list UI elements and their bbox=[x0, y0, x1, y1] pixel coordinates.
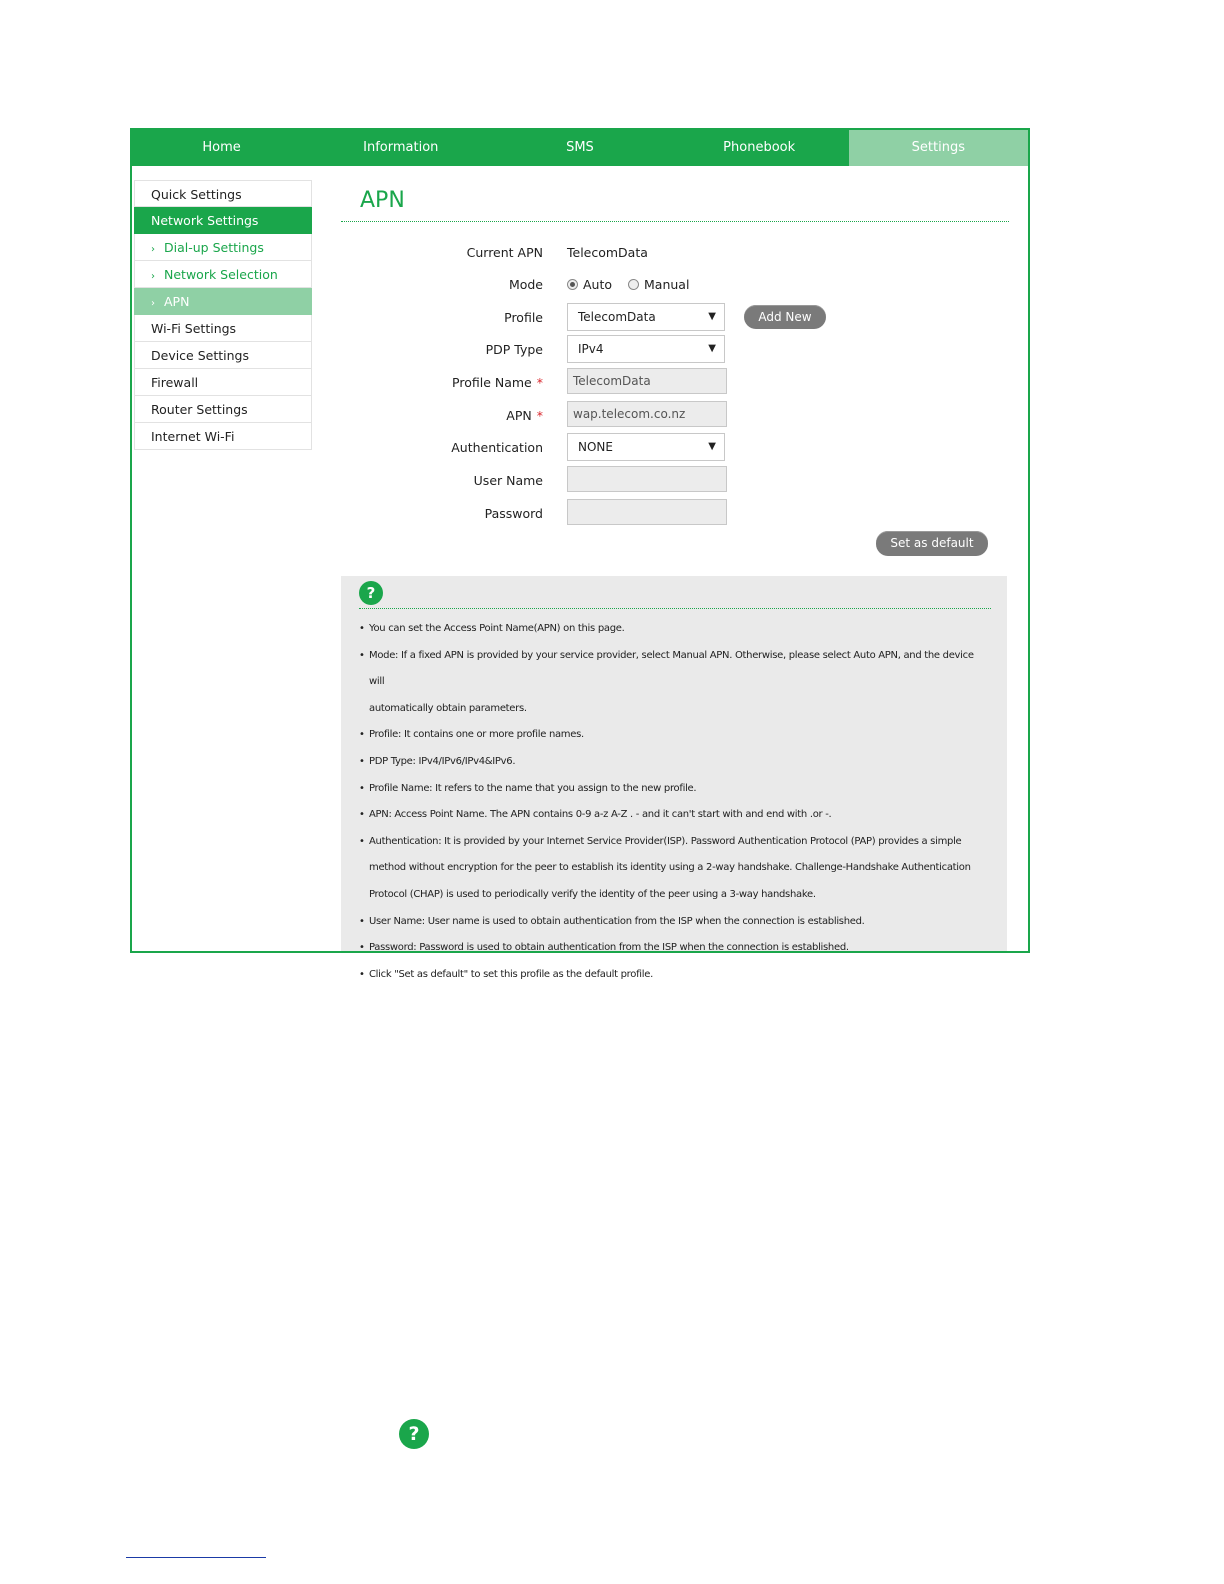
mode-manual-option[interactable] bbox=[628, 277, 689, 292]
profile-name-field[interactable]: TelecomData bbox=[567, 368, 727, 394]
sidebar-item-apn[interactable] bbox=[134, 288, 312, 315]
sidebar-item-network-selection[interactable] bbox=[134, 261, 312, 288]
chevron-right-icon: › bbox=[151, 298, 155, 309]
help-item: • Click "Set as default" to set this profile as the default profile. bbox=[359, 962, 991, 989]
profile-label: Profile bbox=[504, 310, 543, 325]
router-ui-frame bbox=[130, 128, 1030, 980]
profile-select-value: TelecomData bbox=[578, 310, 656, 324]
help-item-continued: Protocol (CHAP) is used to periodically verify the identity of the peer using a 3-way handshake. bbox=[369, 888, 816, 900]
main-content bbox=[341, 180, 1009, 550]
sidebar-item-dialup-settings[interactable] bbox=[134, 234, 312, 261]
sidebar-item-quick-settings[interactable]: Quick Settings bbox=[134, 180, 312, 207]
mode-label: Mode bbox=[508, 277, 543, 292]
pdp-type-row bbox=[341, 335, 1009, 365]
password-row bbox=[341, 499, 1009, 529]
apn-row bbox=[341, 401, 1009, 431]
password-label: Password bbox=[484, 506, 543, 521]
authentication-row bbox=[341, 433, 1009, 463]
help-item: • You can set the Access Point Name(APN) on this page. bbox=[359, 616, 991, 643]
required-mark: * bbox=[536, 408, 543, 423]
help-icon: ? bbox=[399, 1419, 429, 1449]
help-item-continued: method without encryption for the peer to establish its identity using a 2-way handshake. Challenge-Handshake Authentication bbox=[369, 862, 971, 874]
current-apn-value: TelecomData bbox=[567, 245, 648, 260]
username-field[interactable] bbox=[567, 466, 727, 492]
pdp-type-label: PDP Type bbox=[485, 342, 543, 357]
mode-manual-label: Manual bbox=[644, 277, 690, 292]
username-label: User Name bbox=[473, 473, 543, 488]
top-nav bbox=[132, 130, 1028, 166]
profile-name-label bbox=[452, 368, 543, 398]
help-item: • Profile Name: It refers to the name that you assign to the new profile. bbox=[359, 776, 991, 803]
radio-manual[interactable] bbox=[628, 279, 639, 290]
help-panel bbox=[341, 576, 1007, 980]
sidebar-item-label: Network Selection bbox=[164, 267, 278, 282]
sidebar-item-firewall[interactable]: Firewall bbox=[134, 369, 312, 396]
sidebar-item-network-settings[interactable]: Network Settings bbox=[134, 207, 312, 234]
help-item: • User Name: User name is used to obtain authentication from the ISP when the connection is established. bbox=[359, 909, 991, 936]
tab-phonebook[interactable]: Phonebook bbox=[723, 140, 796, 155]
sidebar-item-device-settings[interactable]: Device Settings bbox=[134, 342, 312, 369]
help-item: • Mode: If a fixed APN is provided by your service provider, select Manual APN. Otherwise, please select Auto APN, and the device will bbox=[359, 643, 991, 696]
help-item: • APN: Access Point Name. The APN contains 0-9 a-z A-Z . - and it can't start with and end with .or -. bbox=[359, 802, 991, 829]
help-item: • Profile: It contains one or more profile names. bbox=[359, 722, 991, 749]
apn-label bbox=[506, 401, 543, 431]
authentication-select-value: NONE bbox=[578, 440, 613, 454]
dropdown-arrow-icon: ▼ bbox=[708, 311, 716, 322]
sidebar bbox=[134, 180, 312, 450]
help-list bbox=[359, 616, 991, 988]
pdp-type-select-value: IPv4 bbox=[578, 342, 604, 356]
tab-home[interactable]: Home bbox=[202, 140, 241, 155]
chevron-right-icon: › bbox=[151, 244, 155, 255]
help-item-continued: automatically obtain parameters. bbox=[369, 702, 527, 714]
authentication-label: Authentication bbox=[451, 440, 543, 455]
mode-options bbox=[567, 270, 689, 300]
apn-label-text: APN bbox=[506, 408, 532, 423]
sidebar-item-label: APN bbox=[164, 294, 190, 309]
profile-row bbox=[341, 303, 1009, 333]
mode-auto-label: Auto bbox=[583, 277, 613, 292]
tab-information[interactable]: Information bbox=[363, 140, 439, 155]
chevron-right-icon: › bbox=[151, 271, 155, 282]
required-mark: * bbox=[536, 375, 543, 390]
pdp-type-select[interactable] bbox=[567, 335, 725, 363]
help-divider bbox=[359, 608, 991, 609]
authentication-select[interactable] bbox=[567, 433, 725, 461]
profile-select[interactable] bbox=[567, 303, 725, 331]
password-field[interactable] bbox=[567, 499, 727, 525]
mode-auto-option[interactable] bbox=[567, 277, 612, 292]
tab-sms[interactable]: SMS bbox=[566, 140, 594, 155]
tab-settings[interactable]: Settings bbox=[849, 130, 1028, 166]
add-new-button[interactable]: Add New bbox=[744, 305, 826, 329]
profile-name-row bbox=[341, 368, 1009, 398]
sidebar-item-router-settings[interactable]: Router Settings bbox=[134, 396, 312, 423]
help-item: • Authentication: It is provided by your Internet Service Provider(ISP). Password Authentication Protocol (PAP) provides a simple bbox=[359, 829, 991, 856]
current-apn-label: Current APN bbox=[466, 245, 543, 260]
title-divider bbox=[341, 221, 1009, 222]
help-icon: ? bbox=[359, 581, 383, 605]
page-title: APN bbox=[360, 188, 405, 213]
help-item: • PDP Type: IPv4/IPv6/IPv4&IPv6. bbox=[359, 749, 991, 776]
dropdown-arrow-icon: ▼ bbox=[708, 343, 716, 354]
sidebar-item-wifi-settings[interactable]: Wi-Fi Settings bbox=[134, 315, 312, 342]
dropdown-arrow-icon: ▼ bbox=[708, 441, 716, 452]
mode-row bbox=[341, 270, 1009, 300]
set-as-default-button[interactable]: Set as default bbox=[876, 531, 988, 556]
radio-auto[interactable] bbox=[567, 279, 578, 290]
help-item: • Password: Password is used to obtain authentication from the ISP when the connection is established. bbox=[359, 935, 991, 962]
profile-name-label-text: Profile Name bbox=[452, 375, 532, 390]
sidebar-item-label: Dial-up Settings bbox=[164, 240, 264, 255]
current-apn-row bbox=[341, 238, 1009, 268]
apn-field[interactable]: wap.telecom.co.nz bbox=[567, 401, 727, 427]
username-row bbox=[341, 466, 1009, 496]
footnote-rule bbox=[126, 1557, 266, 1558]
sidebar-item-internet-wifi[interactable]: Internet Wi-Fi bbox=[134, 423, 312, 450]
